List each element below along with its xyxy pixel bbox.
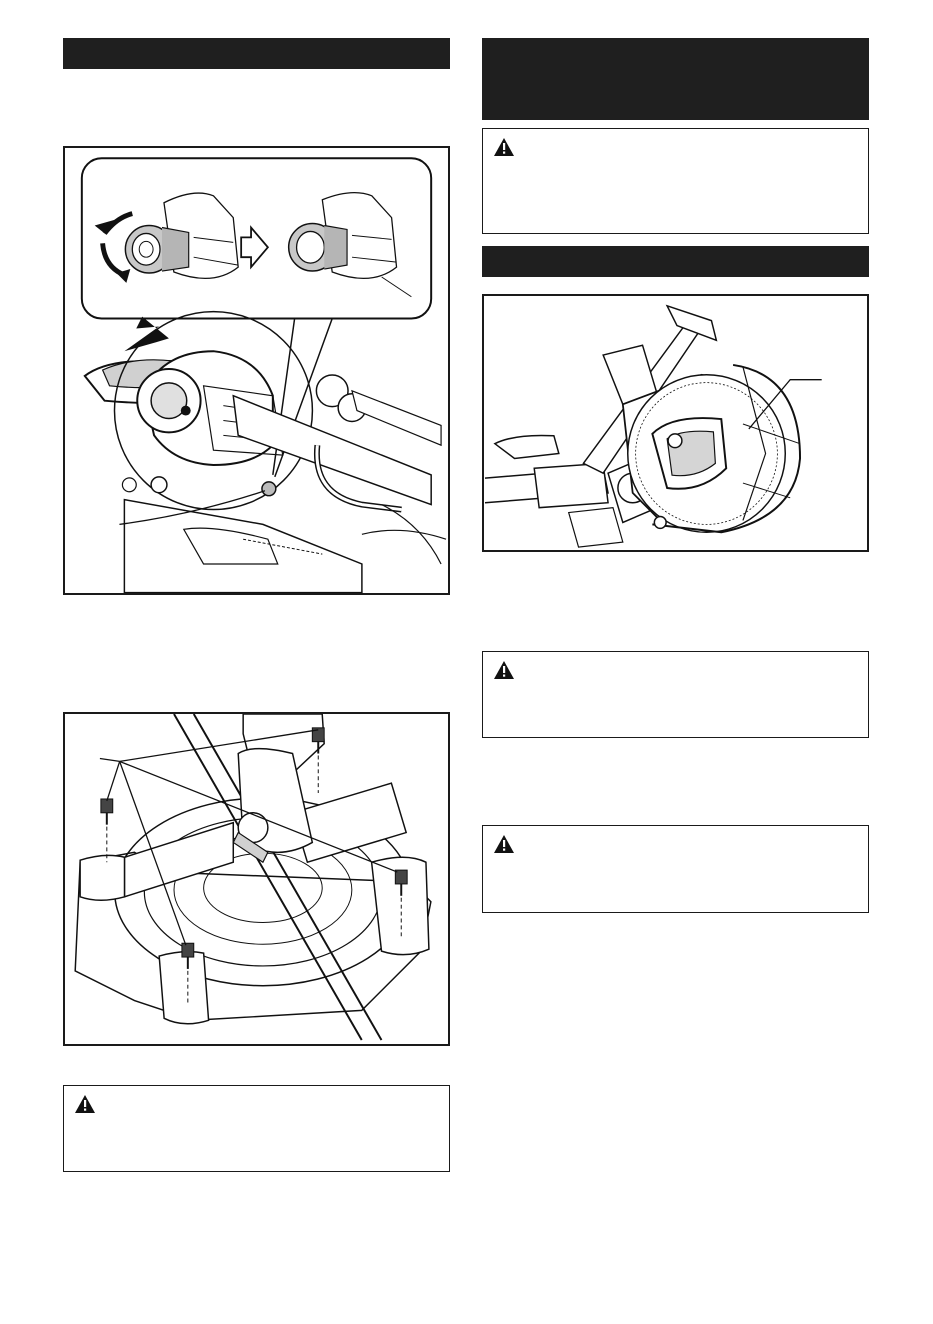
warning-triangle-icon <box>74 1094 96 1114</box>
section-header-bar-right-tall <box>482 38 869 120</box>
blade-guard-saw-illustration <box>484 296 867 550</box>
base-mounting-bolts-illustration <box>65 714 448 1044</box>
warning-box <box>482 825 869 913</box>
warning-triangle-icon <box>493 137 515 157</box>
warning-triangle-icon <box>493 834 515 854</box>
figure-blade-guard <box>482 294 869 552</box>
warning-box <box>63 1085 450 1172</box>
bolt-icon <box>312 728 324 793</box>
bolt-icon <box>101 799 113 862</box>
section-header-bar-right <box>482 246 869 277</box>
warning-box <box>482 128 869 234</box>
lock-knob-release-illustration <box>65 148 448 593</box>
figure-base-mounting-bolts <box>63 712 450 1046</box>
figure-lock-knob-release <box>63 146 450 595</box>
warning-box <box>482 651 869 738</box>
section-header-bar-left <box>63 38 450 69</box>
warning-triangle-icon <box>493 660 515 680</box>
